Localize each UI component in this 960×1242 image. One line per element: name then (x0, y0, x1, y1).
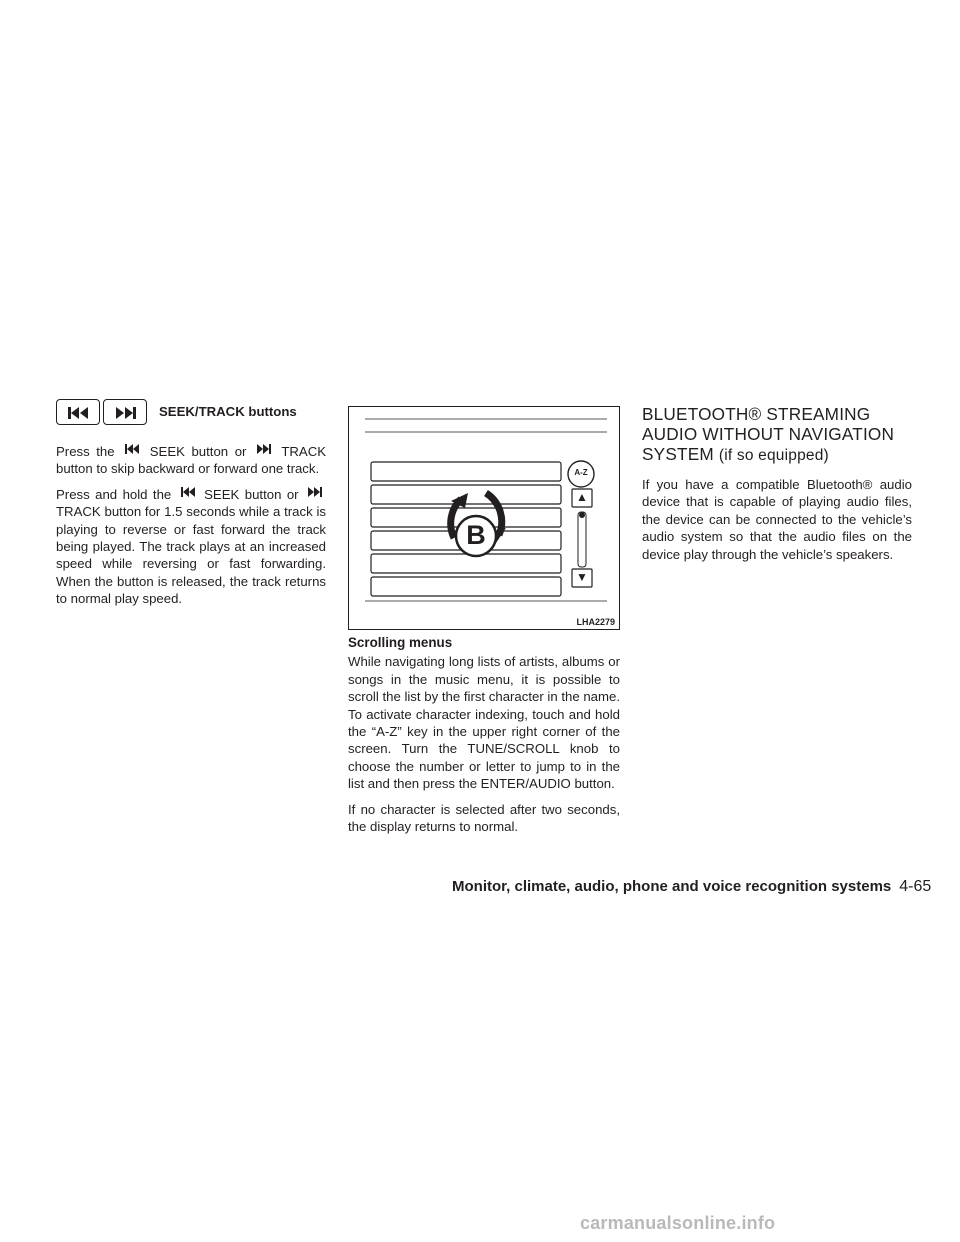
right-column (642, 404, 912, 571)
seek-back-icon (56, 399, 100, 425)
page-footer (452, 878, 932, 896)
middle-column (348, 634, 620, 843)
track-forward-icon (253, 443, 275, 455)
down-arrow-icon: ▼ (576, 570, 588, 584)
seek-back-icon (121, 443, 143, 455)
knob-label-b: B (466, 520, 486, 550)
scrolling-paragraph-2: If no character is selected after two seconds, the display returns to normal. (348, 801, 620, 835)
page-number: 4-65 (899, 878, 932, 895)
seek-paragraph-2: Press and hold the SEEK button or TRACK button for 1.5 seconds while a track is playing to reverse or fast forward the track being played. The track plays at an increased speed while reversing or fast forwarding. When the button is released, the track returns to normal play speed. (56, 486, 326, 607)
seek-track-heading: SEEK/TRACK buttons (159, 404, 297, 419)
az-key-label: A-Z (574, 468, 588, 477)
left-column (56, 443, 326, 616)
scrolling-menus-heading: Scrolling menus (348, 635, 453, 650)
figure-id: LHA2279 (576, 617, 615, 627)
bluetooth-paragraph: If you have a compatible Bluetooth® audio device that is capable of playing audio files, the device can be connected to the vehicle’s audio system so that the audio files on the device play through the vehicle’s speakers. (642, 477, 912, 562)
seek-paragraph-1: Press the SEEK button or TRACK button to skip backward or forward one track. (56, 444, 327, 477)
footer-section-title: Monitor, climate, audio, phone and voice recognition systems (452, 878, 892, 895)
watermark: carmanualsonline.info (580, 1213, 776, 1233)
track-forward-icon (304, 486, 326, 498)
screen-illustration (349, 407, 619, 629)
up-arrow-icon: ▲ (576, 490, 588, 504)
scrolling-paragraph-1: While navigating long lists of artists, albums or songs in the music menu, it is possible to scroll the list by the first character in the name. To activate character indexing, touch and hold the “A-Z” key in the upper right corner of the screen. Turn the TUNE/SCROLL knob to choose the number or letter to jump to in the list and then press the ENTER/AUDIO button. (348, 654, 620, 792)
scrolling-menu-figure (348, 406, 620, 630)
bluetooth-heading: BLUETOOTH® STREAMING AUDIO WITHOUT NAVIGATION SYSTEM (if so equipped) (642, 404, 895, 464)
seek-back-icon (177, 486, 199, 498)
seek-track-button-icons (56, 399, 147, 425)
track-forward-icon (103, 399, 147, 425)
